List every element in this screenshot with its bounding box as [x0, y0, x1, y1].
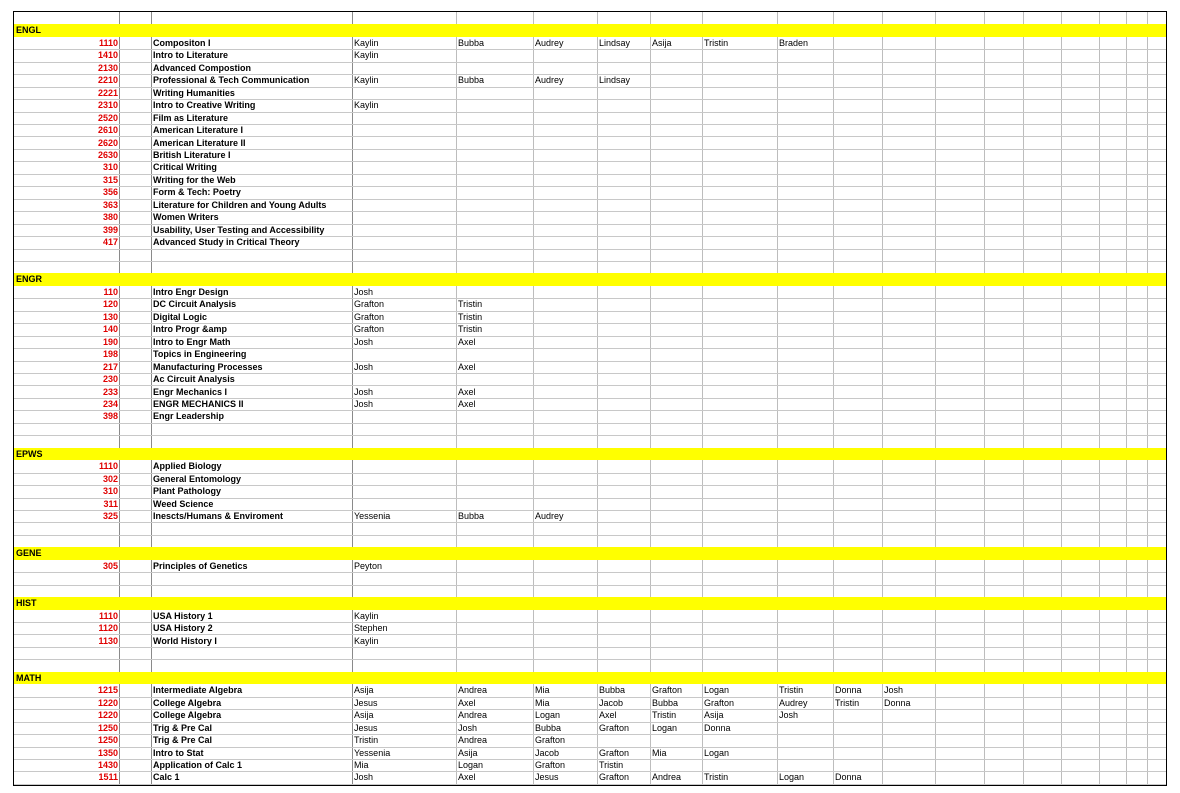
student-name: Peyton	[354, 560, 383, 571]
course-row	[14, 361, 1166, 374]
section-header	[14, 547, 1166, 559]
course-code: 120	[102, 299, 118, 310]
student-name: Jesus	[354, 722, 378, 733]
course-code: 2310	[97, 100, 118, 111]
student-name: Tristin	[704, 772, 729, 783]
course-title: College Algebra	[153, 710, 222, 721]
course-row	[14, 485, 1166, 498]
course-title: Calc 1	[153, 772, 180, 783]
course-row	[14, 410, 1166, 423]
student-name: Lindsay	[599, 75, 631, 86]
student-name: Kaylin	[354, 635, 379, 646]
course-title: Advanced Study in Critical Theory	[153, 237, 300, 248]
course-code: 2610	[97, 125, 118, 136]
course-code: 305	[102, 560, 118, 571]
course-row	[14, 498, 1166, 511]
student-name: Jesus	[354, 697, 378, 708]
course-code: 2620	[97, 137, 118, 148]
course-title: Intro to Creative Writing	[153, 100, 256, 111]
course-title: Intro to Literature	[153, 50, 229, 61]
student-name: Asija	[354, 710, 374, 721]
course-title: Applied Biology	[153, 461, 222, 472]
course-row	[14, 759, 1166, 772]
course-row	[14, 747, 1166, 760]
section-header	[14, 672, 1166, 684]
student-name: Andrea	[458, 685, 488, 696]
student-name: Logan	[704, 747, 730, 758]
course-code: 230	[102, 374, 118, 385]
course-title: ENGR MECHANICS II	[153, 398, 244, 409]
student-name: Grafton	[599, 747, 630, 758]
student-name: Josh	[779, 710, 799, 721]
course-row	[14, 311, 1166, 324]
course-row	[14, 174, 1166, 187]
course-code: 310	[102, 162, 118, 173]
student-name: Kaylin	[354, 37, 379, 48]
section-name: ENGR	[16, 274, 43, 285]
student-name: Axel	[599, 710, 617, 721]
course-code: 1110	[98, 461, 118, 472]
student-name: Grafton	[599, 772, 630, 783]
student-name: Asija	[458, 747, 478, 758]
student-name: Grafton	[354, 311, 385, 322]
student-name: Axel	[458, 386, 476, 397]
course-row	[14, 286, 1166, 299]
section-name: EPWS	[16, 448, 43, 459]
section-name: ENGL	[16, 25, 42, 36]
student-name: Donna	[704, 722, 731, 733]
blank-row	[14, 535, 1166, 548]
course-code: 140	[102, 324, 118, 335]
course-row	[14, 137, 1166, 150]
course-row	[14, 560, 1166, 573]
student-name: Donna	[835, 685, 862, 696]
course-code: 2630	[97, 149, 118, 160]
course-title: American Literature I	[153, 125, 244, 136]
course-row	[14, 323, 1166, 336]
student-name: Jesus	[535, 772, 559, 783]
course-row	[14, 211, 1166, 224]
course-row	[14, 460, 1166, 473]
course-row	[14, 99, 1166, 112]
student-name: Grafton	[535, 735, 566, 746]
student-name: Yessenia	[354, 511, 391, 521]
course-row	[14, 161, 1166, 174]
course-row	[14, 236, 1166, 249]
course-row	[14, 622, 1166, 635]
course-row	[14, 112, 1166, 125]
course-row	[14, 37, 1166, 50]
student-name: Axel	[458, 361, 476, 372]
student-name: Stephen	[354, 623, 388, 634]
course-row	[14, 697, 1166, 710]
course-code: 110	[103, 286, 118, 297]
course-code: 1410	[97, 50, 118, 61]
student-name: Audrey	[779, 697, 808, 708]
student-name: Asija	[652, 37, 672, 48]
student-name: Kaylin	[354, 100, 379, 111]
student-name: Axel	[458, 772, 476, 783]
section-header	[14, 597, 1166, 609]
blank-row	[14, 423, 1166, 436]
student-name: Axel	[458, 398, 476, 409]
course-title: Professional & Tech Communication	[153, 75, 310, 86]
course-title: Principles of Genetics	[153, 560, 248, 571]
student-name: Kaylin	[354, 75, 379, 86]
student-name: Tristin	[354, 735, 379, 746]
course-title: Film as Literature	[153, 112, 229, 123]
student-name: Josh	[354, 336, 374, 347]
student-name: Tristin	[458, 324, 483, 335]
student-name: Josh	[884, 685, 904, 696]
student-name: Andrea	[458, 710, 488, 721]
student-name: Grafton	[704, 697, 735, 708]
course-code: 190	[102, 336, 118, 347]
course-code: 2210	[97, 75, 118, 86]
course-title: USA History 2	[153, 623, 213, 634]
course-title: Intro to Stat	[153, 747, 204, 758]
course-title: Engr Leadership	[153, 411, 225, 422]
student-name: Andrea	[652, 772, 682, 783]
course-row	[14, 386, 1166, 399]
course-code: 1430	[97, 760, 118, 770]
blank-row	[14, 12, 1166, 25]
course-row	[14, 722, 1166, 735]
course-code: 399	[102, 224, 118, 235]
student-name: Tristin	[599, 760, 624, 770]
blank-row	[14, 435, 1166, 448]
student-name: Jacob	[599, 697, 624, 708]
course-title: Intermediate Algebra	[153, 685, 243, 696]
course-code: 1110	[98, 37, 118, 48]
student-name: Audrey	[535, 37, 564, 48]
course-title: Intro Progr &amp	[153, 324, 228, 335]
course-row	[14, 473, 1166, 486]
section-header	[14, 24, 1166, 36]
student-name: Tristin	[652, 710, 677, 721]
blank-row	[14, 261, 1166, 274]
student-name: Tristin	[458, 299, 483, 310]
course-title: British Literature I	[153, 149, 231, 160]
student-name: Mia	[652, 747, 667, 758]
student-name: Braden	[779, 37, 809, 48]
blank-row	[14, 659, 1166, 672]
student-name: Mia	[535, 685, 550, 696]
course-title: Application of Calc 1	[153, 760, 243, 770]
course-title: USA History 1	[153, 610, 213, 621]
student-name: Bubba	[458, 37, 485, 48]
course-title: Writing Humanities	[153, 87, 235, 98]
course-code: 217	[102, 361, 118, 372]
course-title: Compositon I	[153, 37, 211, 48]
course-code: 130	[102, 311, 118, 322]
course-code: 315	[102, 174, 118, 185]
course-code: 234	[102, 398, 118, 409]
blank-row	[14, 572, 1166, 585]
spreadsheet-grid[interactable]	[13, 11, 1167, 786]
course-title: Weed Science	[153, 498, 214, 509]
course-code: 1220	[97, 697, 118, 708]
course-row	[14, 771, 1166, 784]
course-row	[14, 510, 1166, 523]
course-title: Topics in Engineering	[153, 349, 247, 360]
course-row	[14, 336, 1166, 349]
course-title: General Entomology	[153, 473, 242, 484]
blank-row	[14, 647, 1166, 660]
course-code: 233	[102, 386, 118, 397]
student-name: Josh	[354, 398, 374, 409]
course-row	[14, 348, 1166, 361]
blank-row	[14, 249, 1166, 262]
course-code: 1120	[98, 623, 118, 634]
student-name: Donna	[884, 697, 911, 708]
student-name: Logan	[535, 710, 561, 721]
course-code: 2520	[97, 112, 118, 123]
student-name: Asija	[354, 685, 374, 696]
course-row	[14, 298, 1166, 311]
course-title: Inescts/Humans & Enviroment	[153, 511, 284, 521]
course-row	[14, 734, 1166, 747]
course-code: 2221	[97, 87, 118, 98]
student-name: Lindsay	[599, 37, 631, 48]
student-name: Axel	[458, 697, 476, 708]
course-title: Engr Mechanics I	[153, 386, 228, 397]
student-name: Jacob	[535, 747, 560, 758]
student-name: Mia	[354, 760, 369, 770]
course-title: Manufacturing Processes	[153, 361, 263, 372]
course-code: 398	[102, 411, 118, 422]
student-name: Kaylin	[354, 50, 379, 61]
section-name: MATH	[16, 672, 42, 683]
student-name: Donna	[835, 772, 862, 783]
student-name: Grafton	[652, 685, 683, 696]
student-name: Grafton	[535, 760, 566, 770]
course-row	[14, 186, 1166, 199]
course-row	[14, 709, 1166, 722]
course-code: 2130	[97, 62, 118, 73]
student-name: Logan	[458, 760, 484, 770]
student-name: Audrey	[535, 75, 564, 86]
course-row	[14, 124, 1166, 137]
section-name: GENE	[16, 548, 42, 559]
course-code: 380	[102, 212, 118, 223]
course-code: 302	[102, 473, 118, 484]
course-row	[14, 74, 1166, 87]
student-name: Audrey	[535, 511, 564, 521]
course-row	[14, 684, 1166, 697]
course-code: 310	[102, 486, 118, 497]
section-name: HIST	[16, 598, 37, 609]
course-row	[14, 610, 1166, 623]
course-title: Intro to Engr Math	[153, 336, 231, 347]
course-title: Critical Writing	[153, 162, 217, 173]
student-name: Andrea	[458, 735, 488, 746]
course-code: 417	[102, 237, 118, 248]
student-name: Tristin	[779, 685, 804, 696]
course-title: Trig & Pre Cal	[153, 735, 213, 746]
course-title: Intro Engr Design	[153, 286, 229, 297]
section-header	[14, 273, 1166, 285]
course-row	[14, 49, 1166, 62]
course-row	[14, 62, 1166, 75]
student-name: Bubba	[535, 722, 562, 733]
student-name: Logan	[652, 722, 678, 733]
student-name: Tristin	[835, 697, 860, 708]
student-name: Mia	[535, 697, 550, 708]
course-code: 363	[102, 199, 118, 210]
student-name: Axel	[458, 336, 476, 347]
course-title: Trig & Pre Cal	[153, 722, 213, 733]
course-row	[14, 373, 1166, 386]
course-row	[14, 199, 1166, 212]
student-name: Josh	[354, 286, 374, 297]
student-name: Josh	[458, 722, 478, 733]
course-code: 198	[102, 349, 118, 360]
student-name: Bubba	[599, 685, 626, 696]
student-name: Tristin	[704, 37, 729, 48]
course-title: Literature for Children and Young Adults	[153, 199, 327, 210]
blank-row	[14, 522, 1166, 535]
student-name: Grafton	[354, 299, 385, 310]
course-code: 1110	[98, 610, 118, 621]
student-name: Asija	[704, 710, 724, 721]
course-row	[14, 635, 1166, 648]
course-code: 1130	[98, 635, 118, 646]
course-code: 356	[102, 187, 118, 198]
course-title: Advanced Compostion	[153, 62, 252, 73]
student-name: Logan	[779, 772, 805, 783]
section-header	[14, 448, 1166, 460]
course-code: 1215	[97, 685, 118, 696]
course-title: Form & Tech: Poetry	[153, 187, 241, 198]
student-name: Josh	[354, 361, 374, 372]
course-row	[14, 87, 1166, 100]
course-title: Women Writers	[153, 212, 219, 223]
course-title: Writing for the Web	[153, 174, 236, 185]
course-code: 325	[102, 511, 118, 521]
course-code: 1511	[98, 772, 118, 783]
student-name: Bubba	[458, 75, 485, 86]
course-title: American Literature II	[153, 137, 246, 148]
course-code: 1250	[97, 735, 118, 746]
blank-row	[14, 585, 1166, 598]
student-name: Tristin	[458, 311, 483, 322]
student-name: Bubba	[458, 511, 485, 521]
student-name: Bubba	[652, 697, 679, 708]
course-title: Digital Logic	[153, 311, 207, 322]
course-title: Ac Circuit Analysis	[153, 374, 235, 385]
course-title: World History I	[153, 635, 217, 646]
course-row	[14, 224, 1166, 237]
student-name: Kaylin	[354, 610, 379, 621]
course-code: 1350	[97, 747, 118, 758]
course-title: Usability, User Testing and Accessibility	[153, 224, 325, 235]
course-title: DC Circuit Analysis	[153, 299, 237, 310]
course-code: 1250	[97, 722, 118, 733]
student-name: Grafton	[354, 324, 385, 335]
student-name: Yessenia	[354, 747, 391, 758]
course-code: 1220	[97, 710, 118, 721]
course-row	[14, 398, 1166, 411]
course-title: College Algebra	[153, 697, 222, 708]
student-name: Josh	[354, 772, 374, 783]
student-name: Logan	[704, 685, 730, 696]
course-code: 311	[103, 498, 118, 509]
course-row	[14, 149, 1166, 162]
course-title: Plant Pathology	[153, 486, 222, 497]
student-name: Grafton	[599, 722, 630, 733]
student-name: Josh	[354, 386, 374, 397]
